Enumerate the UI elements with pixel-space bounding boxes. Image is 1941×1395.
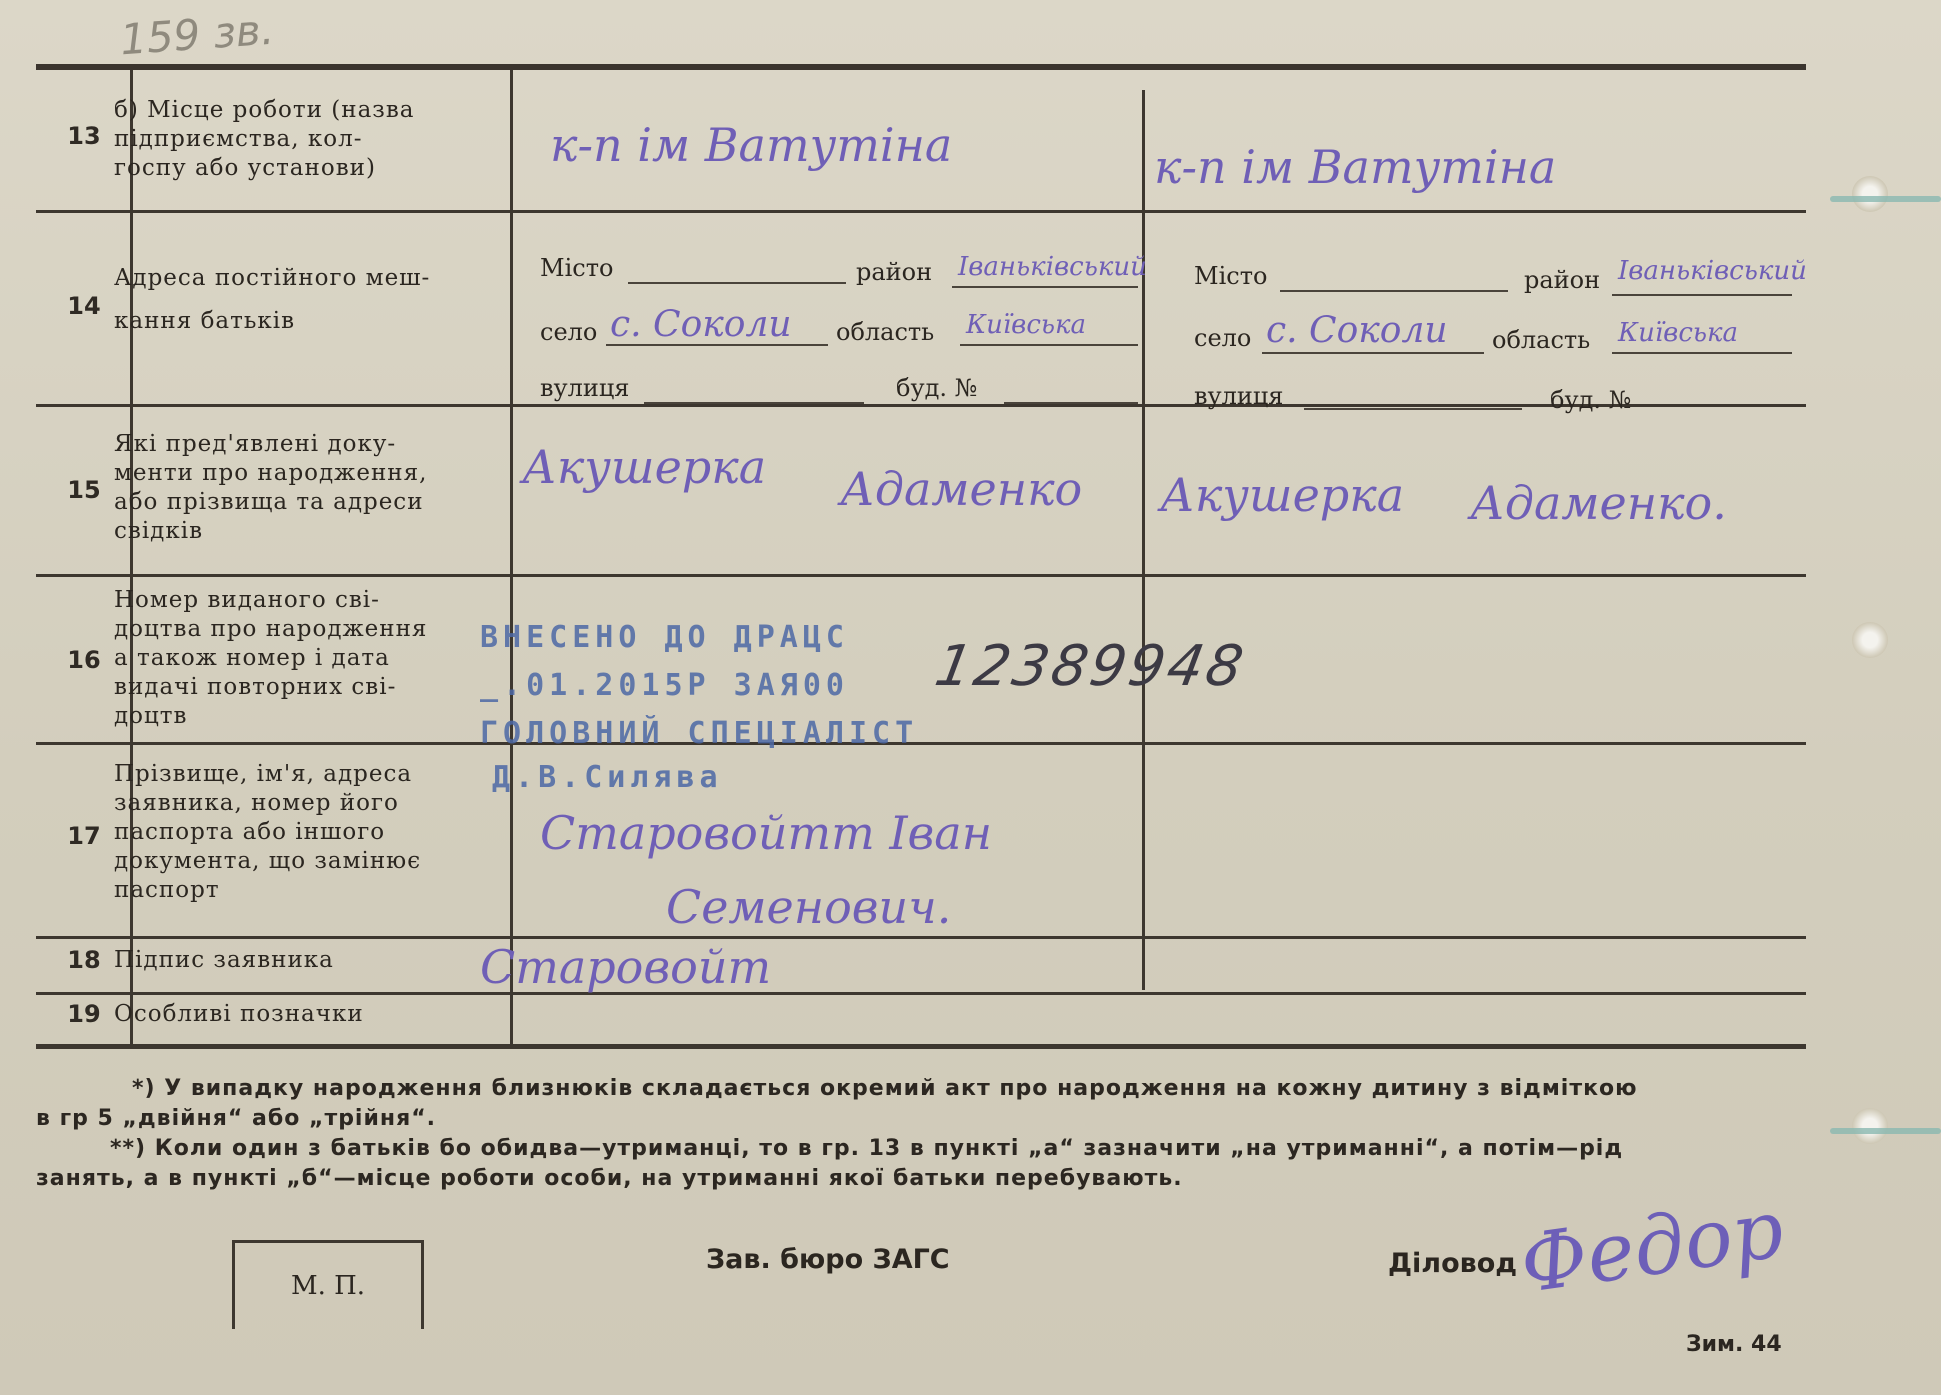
row-16-number: 16 [67,646,101,674]
row-divider [36,992,1806,995]
binding-hole [1852,176,1888,212]
row-14-father-street-label: вулиця [540,374,630,402]
row-14-mother-district-value: Іваньківський [1618,256,1807,286]
row-14-mother-district-label: район [1524,266,1601,294]
row-16-label: Номер виданого сві- доцтва про народження а також номер і дата видачі повторних сві- доцтв [114,587,428,729]
binding-hole [1852,1108,1888,1144]
row-17-applicant-patronymic: Семенович. [666,880,952,934]
row-15-mother-document: Акушерка [1160,468,1405,522]
row-19-number: 19 [67,1000,101,1028]
footnote-1: *) У випадку народження близнюків складається окремий акт про народження на кожну дитину з відміткою [132,1076,1638,1101]
row-14-father-village-label: село [540,318,598,346]
footnote-1-cont: в гр 5 „двійня“ або „трійня“. [36,1106,437,1131]
registry-stamp-line-4: Д.В.Силява [492,760,723,795]
father-street-line [644,402,864,404]
mother-city-line [1280,290,1508,292]
applicant-signature: Старовойт [480,940,772,994]
row-divider [36,210,1806,213]
pencil-note: 159 зв. [118,4,276,65]
row-17-number: 17 [67,822,101,850]
certificate-number: 12389948 [930,634,1251,699]
row-15-label: Які пред'явлені доку- менти про народження, або прізвища та адреси свідків [114,431,428,544]
clerk-title: Діловод [1388,1248,1518,1279]
registry-stamp-line-2: _.01.2015Р ЗАЯ00 [480,668,849,703]
father-district-line [952,286,1138,288]
row-divider [36,936,1806,939]
clerk-signature: Федор [1514,1182,1790,1311]
father-house-line [1004,402,1138,404]
row-17-label: Прізвище, ім'я, адреса заявника, номер його паспорта або іншого документа, що замінює паспорт [114,761,422,903]
row-14-mother-region-value: Київська [1618,318,1739,348]
row-14-father-region-value: Київська [966,310,1087,340]
registry-stamp-line-3: ГОЛОВНИЙ СПЕЦІАЛІСТ [480,716,919,751]
binding-string [1830,196,1941,202]
binding-hole [1852,622,1888,658]
mother-street-line [1304,408,1522,410]
row-divider [36,404,1806,407]
row-14-mother-village-value: с. Соколи [1266,310,1448,351]
row-14-father-district-label: район [856,258,933,286]
row-18-number: 18 [67,946,101,974]
table-bottom-border [36,1044,1806,1049]
father-city-line [628,282,846,284]
row-13-number: 13 [67,122,101,150]
row-14-mother-village-label: село [1194,324,1252,352]
row-15-father-document: Акушерка [522,440,767,494]
row-18-label: Підпис заявника [114,947,334,973]
registry-stamp-line-1: ВНЕСЕНО ДО ДРАЦС [480,620,849,655]
zags-head-title: Зав. бюро ЗАГС [706,1244,950,1275]
row-14-mother-region-label: область [1492,326,1591,354]
row-13-label: б) Місце роботи (назва підприємства, кол- госпу або установи) [114,97,415,181]
row-15-number: 15 [67,476,101,504]
row-14-father-city-label: Місто [540,254,614,282]
seal-place-box: М. П. [232,1240,424,1329]
column-divider-label [510,70,513,1046]
mother-district-line [1612,294,1792,296]
binding-string [1830,1128,1941,1134]
row-14-father-region-label: область [836,318,935,346]
column-divider-parents [1142,90,1145,990]
mother-region-line [1612,352,1792,354]
form-code: Зим. 44 [1686,1332,1782,1357]
row-14-mother-city-label: Місто [1194,262,1268,290]
row-15-father-witness: Адаменко [840,462,1083,516]
father-region-line [960,344,1138,346]
row-14-mother-street-label: вулиця [1194,382,1284,410]
row-14-mother-house-label: буд. № [1550,386,1632,414]
row-14-number: 14 [67,292,101,320]
row-13-father-value: к-п ім Ватутіна [550,118,953,172]
top-border [36,64,1806,70]
footnote-2-cont: занять, а в пункті „б“—місце роботи особи, на утриманні якої батьки перебувають. [36,1166,1183,1191]
row-15-mother-witness: Адаменко. [1470,476,1727,530]
row-divider [36,742,1806,745]
row-14-father-village-value: с. Соколи [610,304,792,345]
row-17-applicant-name: Старовойтт Іван [540,806,993,860]
row-divider [36,574,1806,577]
row-19-label: Особливі позначки [114,1001,364,1027]
footnote-2: **) Коли один з батьків бо обидва—утриманці, то в гр. 13 в пункті „а“ зазначити „на утриманні“, а потім—рід [110,1136,1624,1161]
mother-village-line [1262,352,1484,354]
row-14-father-district-value: Іваньківський [958,252,1147,282]
row-13-mother-value: к-п ім Ватутіна [1154,140,1557,194]
row-14-label: Адреса постійного меш- кання батьків [114,265,431,334]
row-14-father-house-label: буд. № [896,374,978,402]
